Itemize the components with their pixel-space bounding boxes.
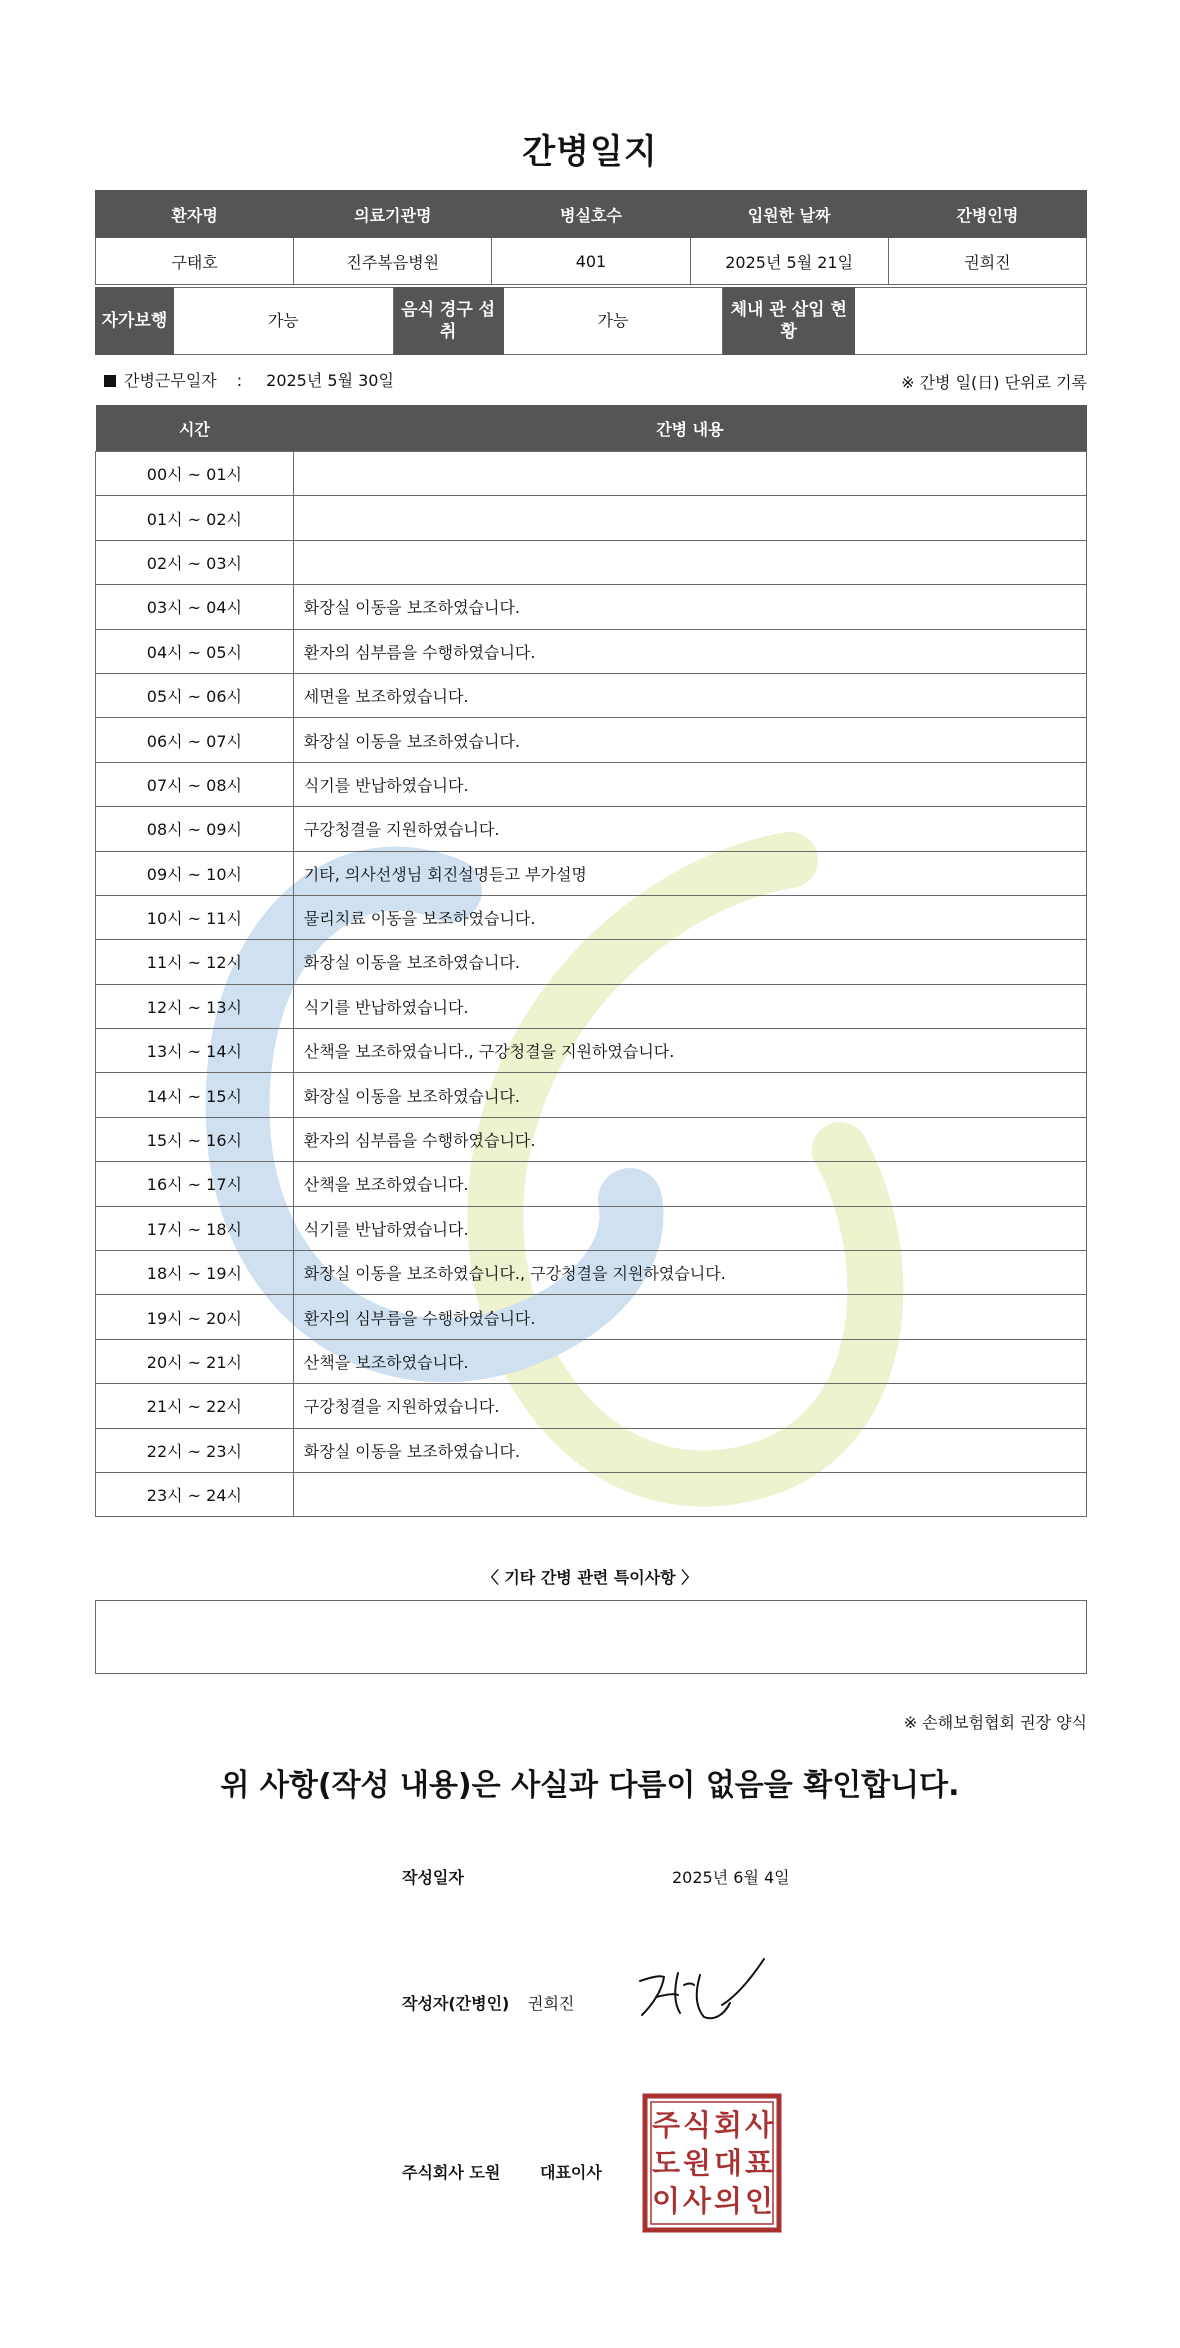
time-slot: 15시 ~ 16시 bbox=[96, 1117, 294, 1161]
time-slot: 18시 ~ 19시 bbox=[96, 1251, 294, 1295]
time-slot: 00시 ~ 01시 bbox=[96, 452, 294, 496]
care-content: 기타, 의사선생님 회진설명듣고 부가설명 bbox=[293, 851, 1086, 895]
caregiver-name: 권희진 bbox=[888, 238, 1086, 285]
care-content: 구강청결을 지원하였습니다. bbox=[293, 1384, 1086, 1428]
time-slot: 07시 ~ 08시 bbox=[96, 762, 294, 806]
table-row bbox=[96, 496, 1087, 540]
time-slot: 06시 ~ 07시 bbox=[96, 718, 294, 762]
special-notes-title: 〈 기타 간병 관련 특이사항 〉 bbox=[482, 1568, 698, 1587]
table-row bbox=[96, 807, 1087, 851]
care-content: 화장실 이동을 보조하였습니다. bbox=[293, 585, 1086, 629]
time-slot: 20시 ~ 21시 bbox=[96, 1339, 294, 1383]
care-content: 환자의 심부름을 수행하였습니다. bbox=[293, 629, 1086, 673]
seal-glyph: 주 bbox=[651, 2108, 681, 2142]
record-unit-note: ※ 간병 일(日) 단위로 기록 bbox=[901, 373, 1087, 392]
table-row bbox=[96, 1206, 1087, 1250]
self-care-label: 자가보행 bbox=[96, 288, 174, 355]
seal-glyph: 회 bbox=[713, 2108, 743, 2142]
seal-text bbox=[652, 2108, 774, 2218]
care-log-rows bbox=[96, 452, 1087, 1517]
care-content: 화장실 이동을 보조하였습니다. bbox=[293, 1428, 1086, 1472]
patient-info-table bbox=[95, 190, 1087, 285]
time-slot: 11시 ~ 12시 bbox=[96, 940, 294, 984]
tube-insertion-value bbox=[855, 288, 1087, 355]
table-row bbox=[96, 1029, 1087, 1073]
care-content: 화장실 이동을 보조하였습니다., 구강청결을 지원하였습니다. bbox=[293, 1251, 1086, 1295]
table-row bbox=[96, 851, 1087, 895]
time-slot: 19시 ~ 20시 bbox=[96, 1295, 294, 1339]
seal-glyph: 사 bbox=[682, 2184, 712, 2218]
table-row bbox=[96, 940, 1087, 984]
care-content: 식기를 반납하였습니다. bbox=[293, 762, 1086, 806]
time-slot: 17시 ~ 18시 bbox=[96, 1206, 294, 1250]
header-admission-date: 입원한 날짜 bbox=[690, 191, 888, 238]
seal-glyph: 표 bbox=[744, 2146, 774, 2180]
time-slot: 08시 ~ 09시 bbox=[96, 807, 294, 851]
seal-glyph: 이 bbox=[651, 2184, 681, 2218]
care-content bbox=[293, 1472, 1086, 1516]
ceo-label: 대표이사 bbox=[540, 2163, 602, 2182]
seal-glyph: 인 bbox=[744, 2184, 774, 2218]
care-content: 화장실 이동을 보조하였습니다. bbox=[293, 1073, 1086, 1117]
time-slot: 12시 ~ 13시 bbox=[96, 984, 294, 1028]
header-patient-name: 환자명 bbox=[96, 191, 294, 238]
table-row bbox=[96, 718, 1087, 762]
written-date-value: 2025년 6월 4일 bbox=[672, 1868, 790, 1887]
handwritten-signature bbox=[634, 1955, 774, 2027]
room-number: 401 bbox=[492, 238, 690, 285]
table-row bbox=[96, 540, 1087, 584]
table-row bbox=[96, 895, 1087, 939]
table-row bbox=[96, 1073, 1087, 1117]
table-row bbox=[96, 452, 1087, 496]
header-time: 시간 bbox=[96, 405, 294, 452]
time-slot: 02시 ~ 03시 bbox=[96, 540, 294, 584]
time-slot: 14시 ~ 15시 bbox=[96, 1073, 294, 1117]
table-row bbox=[96, 1117, 1087, 1161]
time-slot: 16시 ~ 17시 bbox=[96, 1162, 294, 1206]
oral-intake-value: 가능 bbox=[503, 288, 723, 355]
self-care-value: 가능 bbox=[173, 288, 393, 355]
patient-status-table bbox=[95, 287, 1087, 355]
header-hospital-name: 의료기관명 bbox=[294, 191, 492, 238]
admission-date: 2025년 5월 21일 bbox=[690, 238, 888, 285]
time-slot: 21시 ~ 22시 bbox=[96, 1384, 294, 1428]
oral-intake-label: 음식 경구 섭취 bbox=[393, 288, 503, 355]
care-log-table bbox=[95, 405, 1087, 1517]
table-row bbox=[96, 1295, 1087, 1339]
care-content: 식기를 반납하였습니다. bbox=[293, 984, 1086, 1028]
special-notes-box bbox=[95, 1600, 1087, 1674]
table-row bbox=[96, 1472, 1087, 1516]
table-row bbox=[96, 629, 1087, 673]
table-row bbox=[96, 762, 1087, 806]
table-row bbox=[96, 1384, 1087, 1428]
care-content: 산책을 보조하였습니다. bbox=[293, 1162, 1086, 1206]
care-content: 화장실 이동을 보조하였습니다. bbox=[293, 940, 1086, 984]
time-slot: 09시 ~ 10시 bbox=[96, 851, 294, 895]
care-content: 환자의 심부름을 수행하였습니다. bbox=[293, 1295, 1086, 1339]
care-content: 세면을 보조하였습니다. bbox=[293, 673, 1086, 717]
time-slot: 22시 ~ 23시 bbox=[96, 1428, 294, 1472]
header-care-content: 간병 내용 bbox=[293, 405, 1086, 452]
work-date-value: 2025년 5월 30일 bbox=[266, 371, 394, 390]
table-row bbox=[96, 1251, 1087, 1295]
patient-name: 구태호 bbox=[96, 238, 294, 285]
work-date-colon: : bbox=[236, 371, 243, 390]
confirmation-statement: 위 사항(작성 내용)은 사실과 다름이 없음을 확인합니다. bbox=[220, 1768, 960, 1803]
writer-name: 권희진 bbox=[528, 1994, 575, 2013]
document-title: 간병일지 bbox=[522, 132, 658, 172]
care-content: 식기를 반납하였습니다. bbox=[293, 1206, 1086, 1250]
header-caregiver-name: 간병인명 bbox=[888, 191, 1086, 238]
hospital-name: 진주복음병원 bbox=[294, 238, 492, 285]
time-slot: 03시 ~ 04시 bbox=[96, 585, 294, 629]
seal-glyph: 원 bbox=[682, 2146, 712, 2180]
time-slot: 04시 ~ 05시 bbox=[96, 629, 294, 673]
time-slot: 01시 ~ 02시 bbox=[96, 496, 294, 540]
seal-glyph: 사 bbox=[744, 2108, 774, 2142]
seal-glyph: 도 bbox=[651, 2146, 681, 2180]
care-content: 산책을 보조하였습니다., 구강청결을 지원하였습니다. bbox=[293, 1029, 1086, 1073]
care-content bbox=[293, 540, 1086, 584]
table-row bbox=[96, 1162, 1087, 1206]
work-date-label: 간병근무일자 bbox=[124, 371, 217, 390]
company-name: 주식회사 도원 bbox=[402, 2163, 501, 2182]
care-content: 화장실 이동을 보조하였습니다. bbox=[293, 718, 1086, 762]
work-date bbox=[104, 368, 394, 391]
table-row bbox=[96, 585, 1087, 629]
written-date-label: 작성일자 bbox=[402, 1868, 464, 1887]
tube-insertion-label: 체내 관 삽입 현황 bbox=[723, 288, 855, 355]
writer-label: 작성자(간병인) bbox=[402, 1994, 510, 2013]
care-content: 환자의 심부름을 수행하였습니다. bbox=[293, 1117, 1086, 1161]
company-seal-stamp bbox=[642, 2093, 782, 2233]
seal-glyph: 의 bbox=[713, 2184, 743, 2218]
care-content bbox=[293, 496, 1086, 540]
care-content: 산책을 보조하였습니다. bbox=[293, 1339, 1086, 1383]
seal-glyph: 식 bbox=[682, 2108, 712, 2142]
table-row bbox=[96, 984, 1087, 1028]
care-content: 구강청결을 지원하였습니다. bbox=[293, 807, 1086, 851]
association-note: ※ 손해보험협회 권장 양식 bbox=[903, 1713, 1087, 1732]
care-content: 물리치료 이동을 보조하였습니다. bbox=[293, 895, 1086, 939]
header-room-number: 병실호수 bbox=[492, 191, 690, 238]
time-slot: 13시 ~ 14시 bbox=[96, 1029, 294, 1073]
seal-glyph: 대 bbox=[713, 2146, 743, 2180]
care-content bbox=[293, 452, 1086, 496]
table-row bbox=[96, 673, 1087, 717]
time-slot: 10시 ~ 11시 bbox=[96, 895, 294, 939]
time-slot: 23시 ~ 24시 bbox=[96, 1472, 294, 1516]
time-slot: 05시 ~ 06시 bbox=[96, 673, 294, 717]
table-row bbox=[96, 1339, 1087, 1383]
table-row bbox=[96, 1428, 1087, 1472]
square-bullet-icon bbox=[104, 375, 116, 387]
